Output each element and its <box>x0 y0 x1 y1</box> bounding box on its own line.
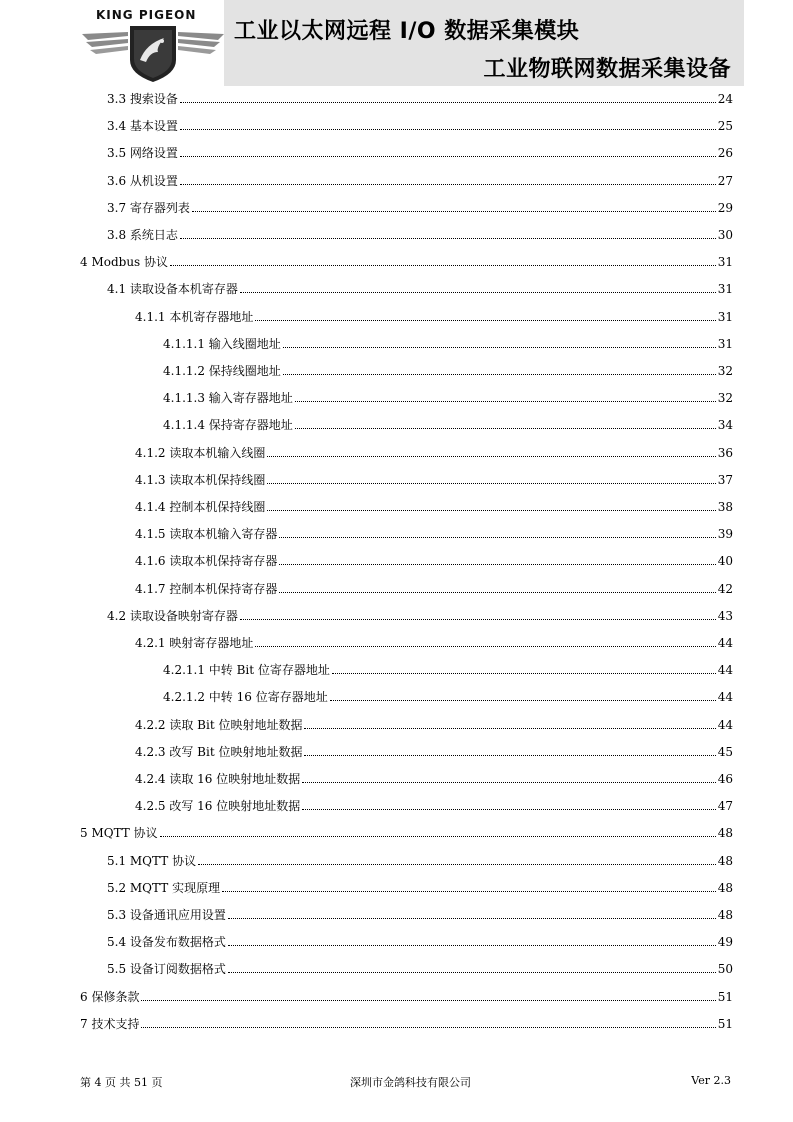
toc-dot-leader <box>283 347 716 348</box>
toc-entry[interactable] <box>135 498 733 518</box>
toc-entry-page: 26 <box>717 146 733 161</box>
toc-entry-title: 3.6 从机设置 <box>107 173 178 188</box>
toc-dot-leader <box>279 537 715 538</box>
toc-entry-page: 44 <box>717 663 733 678</box>
toc-dot-leader <box>279 592 715 593</box>
toc-entry-title: 5 MQTT 协议 <box>80 826 158 841</box>
toc-dot-leader <box>180 102 716 103</box>
toc-entry-page: 44 <box>717 636 733 650</box>
toc-entry-title: 4.1.5 读取本机输入寄存器 <box>135 527 278 542</box>
toc-entry-page: 48 <box>717 880 733 895</box>
toc-dot-leader <box>141 1027 715 1028</box>
toc-entry[interactable] <box>135 716 733 736</box>
toc-entry-title: 3.5 网络设置 <box>107 146 178 161</box>
toc-entry-page: 31 <box>717 336 733 351</box>
toc-entry[interactable] <box>107 607 733 627</box>
toc-entry-title: 4.1.1.2 保持线圈地址 <box>163 364 281 378</box>
toc-entry-title: 4.2.1.2 中转 16 位寄存器地址 <box>163 690 328 705</box>
toc-entry-page: 32 <box>717 391 733 406</box>
toc-entry[interactable] <box>163 416 733 436</box>
toc-entry[interactable] <box>163 335 733 355</box>
toc-dot-leader <box>279 564 715 565</box>
toc-dot-leader <box>160 836 716 837</box>
toc-entry-title: 3.4 基本设置 <box>107 119 178 134</box>
toc-dot-leader <box>180 156 716 157</box>
toc-dot-leader <box>198 864 716 865</box>
toc-entry-title: 4.1.7 控制本机保持寄存器 <box>135 581 278 596</box>
toc-entry-title: 4.1.3 读取本机保持线圈 <box>135 472 266 487</box>
toc-dot-leader <box>295 428 716 429</box>
toc-entry-page: 47 <box>717 799 733 814</box>
toc-entry-title: 4.2.3 改写 Bit 位映射地址数据 <box>135 744 303 759</box>
toc-entry-page: 32 <box>717 364 733 378</box>
toc-entry-page: 49 <box>717 935 733 950</box>
header-title-secondary: 工业物联网数据采集设备 <box>483 57 731 82</box>
header-title-primary: 工业以太网远程 I/O 数据采集模块 <box>234 19 580 44</box>
toc-entry-page: 31 <box>717 282 733 297</box>
toc-entry-page: 27 <box>717 173 733 188</box>
toc-entry[interactable] <box>135 552 733 572</box>
toc-entry[interactable] <box>107 933 733 953</box>
toc-entry-page: 44 <box>717 690 733 705</box>
toc-entry[interactable] <box>135 770 733 790</box>
toc-entry[interactable] <box>163 389 733 409</box>
toc-entry[interactable] <box>135 634 733 654</box>
toc-dot-leader <box>180 184 716 185</box>
toc-entry-page: 31 <box>717 309 733 324</box>
toc-entry-title: 3.7 寄存器列表 <box>107 200 190 215</box>
toc-entry-title: 4.1.1.4 保持寄存器地址 <box>163 418 293 433</box>
toc-entry-title: 4.1.2 读取本机输入线圈 <box>135 445 266 460</box>
page-header <box>0 0 793 90</box>
toc-entry[interactable] <box>80 988 733 1008</box>
toc-entry-page: 44 <box>717 717 733 732</box>
toc-entry[interactable] <box>163 661 733 681</box>
toc-entry-page: 24 <box>717 92 733 106</box>
toc-entry-title: 5.4 设备发布数据格式 <box>107 935 226 950</box>
toc-entry[interactable] <box>107 199 733 219</box>
toc-entry-title: 4.2.4 读取 16 位映射地址数据 <box>135 772 301 786</box>
toc-entry-title: 5.3 设备通讯应用设置 <box>107 908 226 922</box>
toc-entry-page: 29 <box>717 200 733 215</box>
toc-dot-leader <box>180 129 716 130</box>
toc-entry[interactable] <box>107 280 733 300</box>
toc-entry-title: 4.1.1.3 输入寄存器地址 <box>163 391 293 406</box>
toc-entry-title: 6 保修条款 <box>80 989 140 1004</box>
toc-entry-title: 4.2 读取设备映射寄存器 <box>107 608 238 623</box>
toc-entry[interactable] <box>135 444 733 464</box>
toc-entry[interactable] <box>107 226 733 246</box>
toc-entry-page: 39 <box>717 527 733 542</box>
toc-entry-page: 31 <box>717 255 733 270</box>
toc-entry[interactable] <box>135 797 733 817</box>
footer-version: Ver 2.3 <box>691 1074 731 1087</box>
toc-entry-title: 4.2.5 改写 16 位映射地址数据 <box>135 799 301 814</box>
toc-entry-page: 36 <box>717 445 733 460</box>
toc-entry[interactable] <box>80 1015 733 1035</box>
king-pigeon-logo-icon <box>80 22 226 84</box>
toc-entry-title: 3.8 系统日志 <box>107 228 178 242</box>
toc-entry-page: 51 <box>717 1016 733 1031</box>
toc-dot-leader <box>283 374 716 375</box>
toc-dot-leader <box>240 619 716 620</box>
toc-entry-title: 4.2.1 映射寄存器地址 <box>135 636 254 650</box>
toc-entry-title: 4.1.1 本机寄存器地址 <box>135 309 254 324</box>
toc-entry[interactable] <box>135 743 733 763</box>
toc-dot-leader <box>255 320 715 321</box>
toc-dot-leader <box>180 238 716 239</box>
toc-dot-leader <box>267 483 715 484</box>
footer-company: 深圳市金鸽科技有限公司 <box>350 1076 471 1089</box>
toc-entry[interactable] <box>135 308 733 328</box>
toc-entry-page: 42 <box>717 581 733 596</box>
toc-dot-leader <box>267 456 715 457</box>
toc-entry-title: 7 技术支持 <box>80 1016 140 1031</box>
toc-entry-page: 48 <box>717 853 733 868</box>
toc-dot-leader <box>222 891 716 892</box>
toc-entry-title: 4 Modbus 协议 <box>80 255 169 270</box>
toc-dot-leader <box>192 211 716 212</box>
toc-entry[interactable] <box>163 362 733 382</box>
toc-entry-page: 37 <box>717 472 733 487</box>
toc-entry-page: 45 <box>717 744 733 759</box>
toc-dot-leader <box>141 1000 715 1001</box>
toc-entry-page: 50 <box>717 962 733 977</box>
toc-entry-title: 3.3 搜索设备 <box>107 92 178 106</box>
toc-dot-leader <box>228 945 716 946</box>
toc-dot-leader <box>304 728 715 729</box>
toc-entry[interactable] <box>135 580 733 600</box>
toc-entry[interactable] <box>107 879 733 899</box>
toc-dot-leader <box>228 918 716 919</box>
brand-name: KING PIGEON <box>96 8 197 22</box>
toc-entry-title: 5.2 MQTT 实现原理 <box>107 880 221 895</box>
toc-entry[interactable] <box>163 688 733 708</box>
toc-dot-leader <box>240 292 716 293</box>
toc-dot-leader <box>295 401 716 402</box>
toc-entry-page: 51 <box>717 989 733 1004</box>
toc-entry-title: 5.1 MQTT 协议 <box>107 853 197 868</box>
toc-entry[interactable] <box>107 90 733 110</box>
toc-entry-page: 48 <box>717 908 733 922</box>
toc-entry-title: 5.5 设备订阅数据格式 <box>107 962 226 977</box>
toc-entry-title: 4.1.4 控制本机保持线圈 <box>135 500 266 514</box>
toc-entry-title: 4.1.6 读取本机保持寄存器 <box>135 554 278 569</box>
toc-entry[interactable] <box>107 906 733 926</box>
toc-dot-leader <box>302 809 715 810</box>
toc-entry-page: 46 <box>717 772 733 786</box>
toc-entry-page: 38 <box>717 500 733 514</box>
toc-entry[interactable] <box>80 824 733 844</box>
toc-entry[interactable] <box>107 117 733 137</box>
toc-entry-title: 4.1 读取设备本机寄存器 <box>107 282 238 297</box>
toc-entry-page: 34 <box>717 418 733 433</box>
toc-dot-leader <box>267 510 715 511</box>
toc-entry[interactable] <box>107 144 733 164</box>
toc-entry[interactable] <box>107 960 733 980</box>
toc-entry-title: 4.1.1.1 输入线圈地址 <box>163 336 281 351</box>
toc-dot-leader <box>228 972 716 973</box>
toc-dot-leader <box>170 265 716 266</box>
toc-entry-title: 4.2.2 读取 Bit 位映射地址数据 <box>135 717 303 732</box>
toc-dot-leader <box>332 673 716 674</box>
toc-dot-leader <box>255 646 715 647</box>
toc-entry[interactable] <box>135 471 733 491</box>
footer-page-info: 第 4 页 共 51 页 <box>80 1076 163 1089</box>
toc-entry-page: 43 <box>717 608 733 623</box>
toc-dot-leader <box>330 700 716 701</box>
toc-dot-leader <box>304 755 715 756</box>
toc-entry-page: 48 <box>717 826 733 841</box>
toc-entry[interactable] <box>107 172 733 192</box>
toc-entry-page: 40 <box>717 554 733 569</box>
toc-entry[interactable] <box>107 852 733 872</box>
toc-entry[interactable] <box>135 525 733 545</box>
toc-entry-title: 4.2.1.1 中转 Bit 位寄存器地址 <box>163 663 330 678</box>
toc-entry-page: 30 <box>717 228 733 242</box>
toc-entry[interactable] <box>80 253 733 273</box>
toc-entry-page: 25 <box>717 119 733 134</box>
toc-dot-leader <box>302 782 715 783</box>
